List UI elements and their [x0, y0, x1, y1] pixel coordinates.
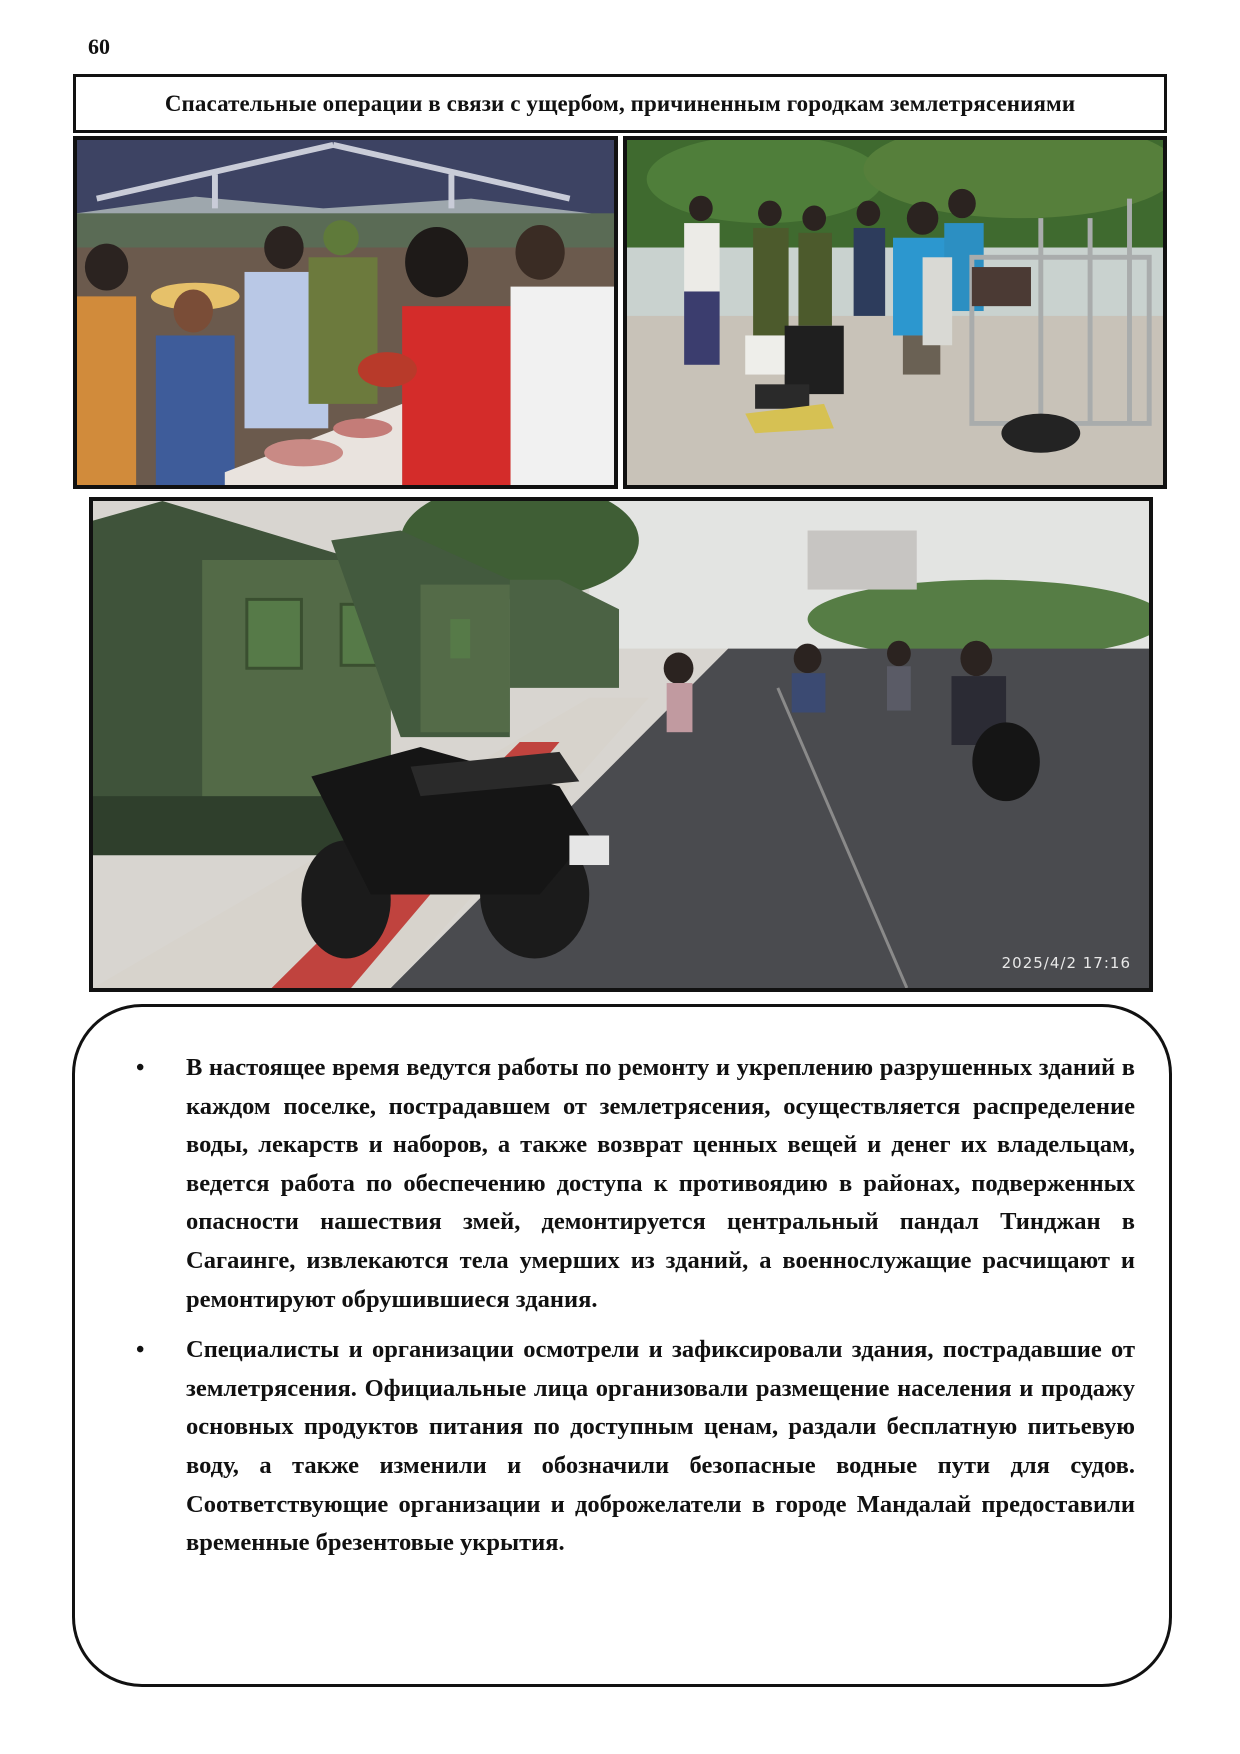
- photo-timestamp: 2025/4/2 17:16: [1001, 954, 1131, 972]
- bullet-item: • В настоящее время ведутся работы по ремонту и укреплению разрушенных зданий в каждом поселке, пострадавшем от землетрясения, осуществляется распределение воды, лекарств и наборов, а также возврат ценных вещей и денег их владельцам, ведется работа по обеспечению доступа к противоядию в районах, подверженных опасности нашествия змей, демонтируется центральный пандал Тинджан в Сагаинге, извлекаются тела умерших из зданий, а военнослужащие расчищают и ремонтируют обрушившиеся здания.: [119, 1049, 1135, 1319]
- page-number: 60: [88, 34, 110, 59]
- page-title: Спасательные операции в связи с ущербом, причиненным городкам землетрясениями: [73, 74, 1167, 133]
- bullet-item: • Специалисты и организации осмотрели и зафиксировали здания, пострадавшие от землетрясения. Официальные лица организовали размещение населения и продажу основных продуктов питания по доступным ценам, раздали бесплатную питьевую воду, а также изменили и обозначили безопасные водные пути для судов. Соответствующие организации и доброжелатели в городе Мандалай предоставили временные брезентовые укрытия.: [119, 1331, 1135, 1563]
- photo-tents-street: [89, 497, 1153, 992]
- photo-water-purification: [623, 136, 1167, 489]
- bullet-list: [119, 1049, 1135, 1563]
- text-panel: [72, 1004, 1172, 1687]
- photo-market-stall: [73, 136, 618, 489]
